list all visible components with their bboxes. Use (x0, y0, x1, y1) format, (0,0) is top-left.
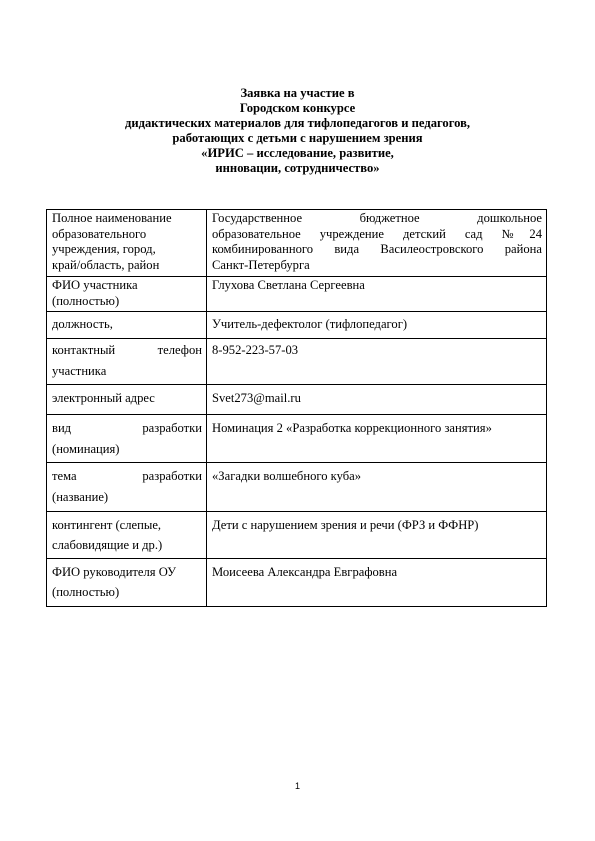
value-line: комбинированного вида Василеостровского района (212, 242, 542, 257)
value-line: Глухова Светлана Сергеевна (212, 278, 365, 292)
value-position (207, 312, 547, 339)
value-nomination (207, 415, 547, 463)
label-contingent (47, 512, 207, 559)
label-nomination (47, 415, 207, 463)
page-number: 1 (294, 781, 300, 791)
value-line: Государственное бюджетное дошкольное (212, 211, 542, 225)
title-line-2: Городском конкурсе (239, 101, 356, 115)
label-line: контингент (слепые, (52, 518, 162, 533)
form-row-email (47, 385, 547, 415)
label-line: электронный адрес (52, 391, 155, 406)
form-row-topic (47, 463, 547, 512)
value-contingent (207, 512, 547, 559)
value-phone (207, 339, 547, 385)
value-institution (207, 210, 547, 277)
form-row-institution (47, 210, 547, 277)
label-topic (47, 463, 207, 512)
label-line: контактный телефон (52, 343, 202, 358)
label-line: край/область, район (52, 257, 160, 272)
application-form-table (46, 209, 547, 607)
value-line: «Загадки волшебного куба» (212, 469, 362, 484)
form-row-contingent (47, 512, 547, 559)
value-line: Учитель-дефектолог (тифлопедагог) (212, 317, 408, 332)
label-institution (47, 210, 207, 277)
value-line: Моисеева Александра Евграфовна (212, 565, 398, 580)
title-line-6: инновации, сотрудничество» (215, 161, 380, 175)
value-head (207, 559, 547, 607)
value-email (207, 385, 547, 415)
value-participant (207, 277, 547, 312)
title-line-3: дидактических материалов для тифлопедагогов и педагогов, (124, 116, 471, 130)
title-line-5: «ИРИС – исследование, развитие, (201, 146, 394, 160)
label-email (47, 385, 207, 415)
title-line-1: Заявка на участие в (240, 86, 355, 100)
label-line: учреждения, город, (52, 242, 156, 257)
form-row-participant (47, 277, 547, 312)
value-line: Номинация 2 «Разработка коррекционного занятия» (212, 421, 492, 436)
label-line: (полностью) (52, 293, 120, 308)
label-participant (47, 277, 207, 312)
form-row-nomination (47, 415, 547, 463)
label-line: вид разработки (52, 421, 202, 436)
label-line: Полное наименование (52, 211, 172, 225)
label-line: ФИО участника (52, 278, 138, 292)
value-line: Санкт-Петербурга (212, 257, 310, 272)
label-line: (номинация) (52, 442, 120, 457)
label-line: (название) (52, 490, 109, 505)
label-position (47, 312, 207, 339)
value-line: Svet273@mail.ru (212, 391, 301, 406)
label-head (47, 559, 207, 607)
value-line: Дети с нарушением зрения и речи (ФРЗ и ФФНР) (212, 518, 479, 533)
value-topic (207, 463, 547, 512)
label-line: ФИО руководителя ОУ (52, 565, 177, 580)
label-phone (47, 339, 207, 385)
title-line-4: работающих с детьми с нарушением зрения (172, 131, 423, 145)
form-row-position (47, 312, 547, 339)
label-line: образовательного (52, 226, 147, 241)
application-title (0, 86, 595, 176)
value-line: образовательное учреждение детский сад №24 (212, 226, 542, 241)
label-line: должность, (52, 317, 113, 332)
label-line: (полностью) (52, 585, 120, 600)
label-line: тема разработки (52, 469, 202, 484)
value-line: 8-952-223-57-03 (212, 343, 299, 358)
label-line: слабовидящие и др.) (52, 538, 163, 553)
label-line: участника (52, 364, 107, 379)
form-row-phone (47, 339, 547, 385)
form-row-head (47, 559, 547, 607)
